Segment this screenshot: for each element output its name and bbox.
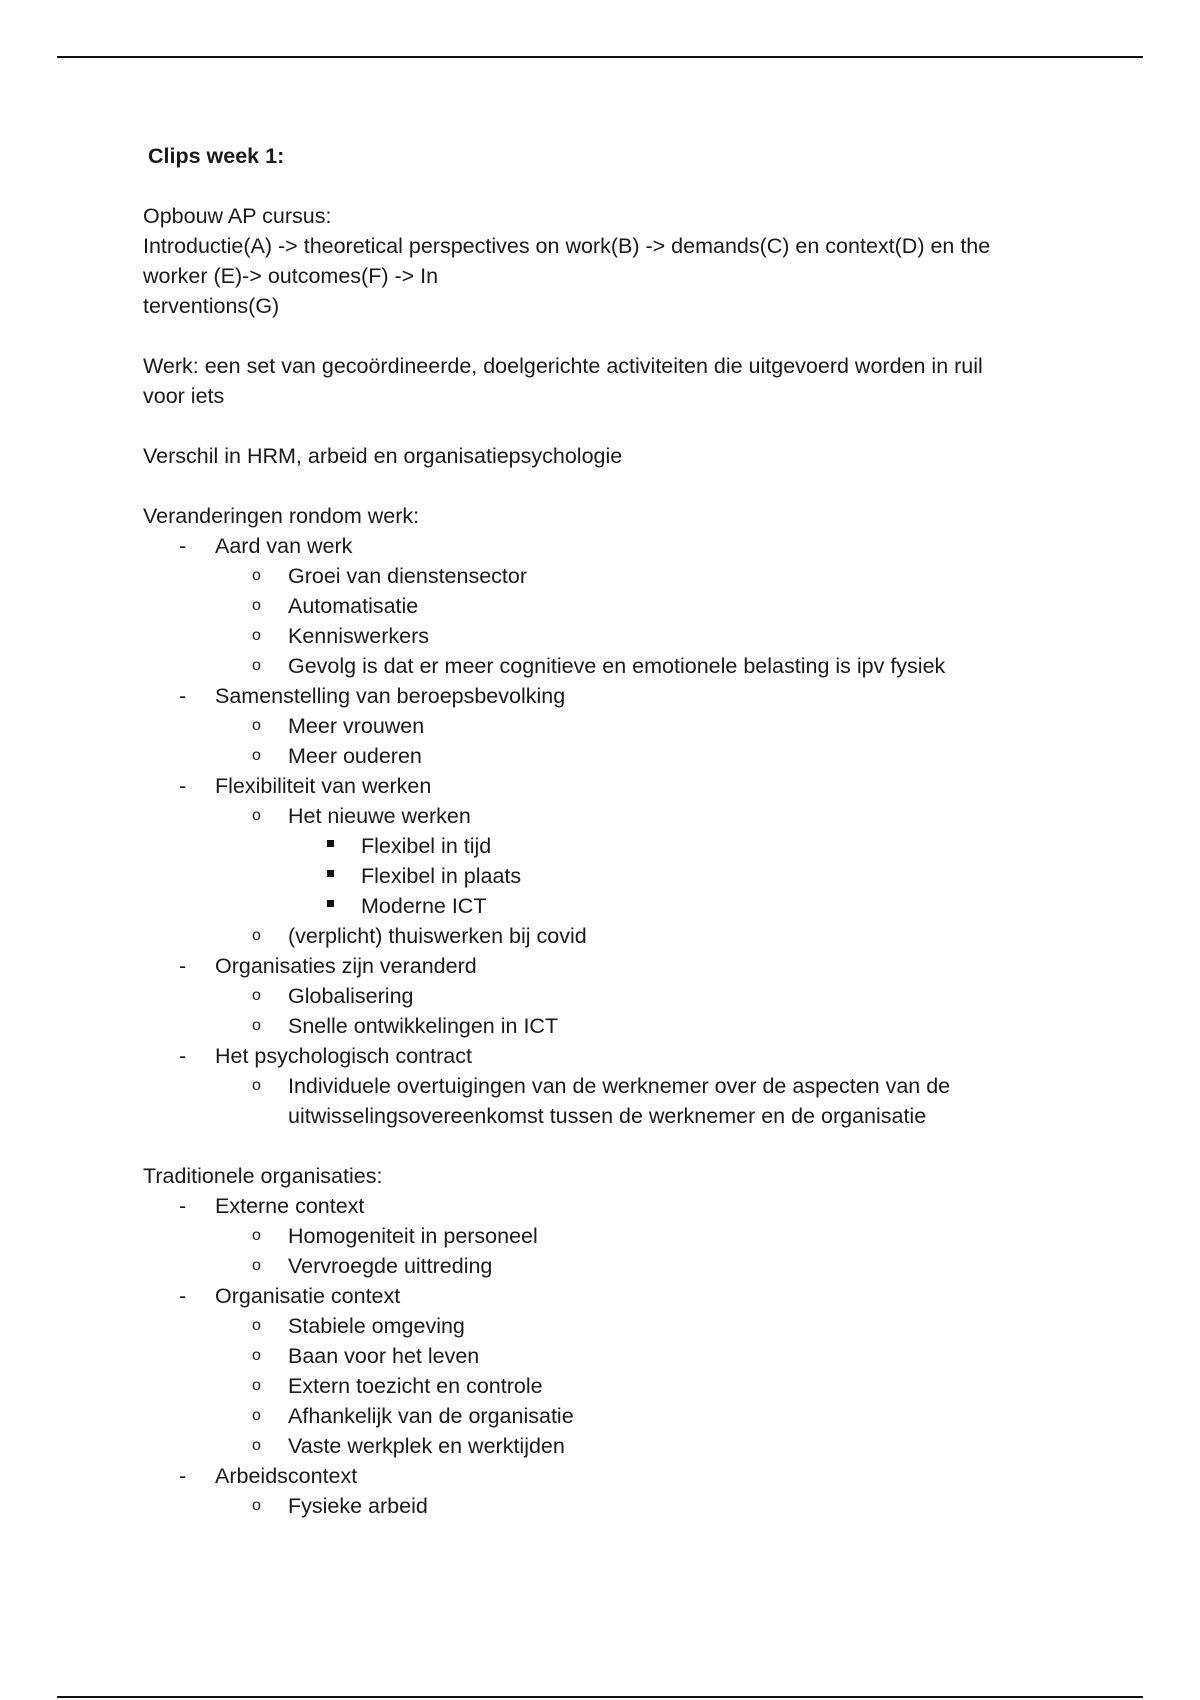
list-item-level2: o Fysieke arbeid: [143, 1491, 1043, 1521]
circle-bullet-icon: o: [252, 597, 261, 614]
list-item-level1: - Aard van werk: [143, 531, 1043, 561]
list-item-level2: o Kenniswerkers: [143, 621, 1043, 651]
square-bullet-icon: [327, 900, 334, 907]
circle-bullet-icon: o: [252, 717, 261, 734]
list-item-level1: - Arbeidscontext: [143, 1461, 1043, 1491]
opbouw-heading: Opbouw AP cursus:: [143, 204, 332, 228]
list-item-level2: o Gevolg is dat er meer cognitieve en emotionele belasting is ipv fysiek: [143, 651, 1043, 681]
list-item-level2: o Extern toezicht en controle: [143, 1371, 1043, 1401]
list-item-level2: o Homogeniteit in personeel: [143, 1221, 1043, 1251]
list-item-level2: o (verplicht) thuiswerken bij covid: [143, 921, 1043, 951]
list-item-level1: - Organisaties zijn veranderd: [143, 951, 1043, 981]
opbouw-line: Introductie(A) -> theoretical perspectives on work(B) -> demands(C) en context(D) en the: [143, 234, 991, 258]
list-item-level3: Flexibel in tijd: [143, 831, 1043, 861]
werk-line: voor iets: [143, 384, 225, 408]
verschil-paragraph: Verschil in HRM, arbeid en organisatiepsychologie: [143, 444, 623, 468]
dash-bullet: -: [179, 1194, 187, 1218]
list-item-level2: o Automatisatie: [143, 591, 1043, 621]
list-item-level2: o Meer vrouwen: [143, 711, 1043, 741]
list-item-level2: o Globalisering: [143, 981, 1043, 1011]
opbouw-line: worker (E)-> outcomes(F) -> In: [143, 264, 439, 288]
dash-bullet: -: [179, 774, 187, 798]
traditionele-section: [143, 1161, 1043, 1521]
circle-bullet-icon: o: [252, 1437, 261, 1454]
list-item-level2: o Groei van dienstensector: [143, 561, 1043, 591]
circle-bullet-icon: o: [252, 567, 261, 584]
list-item-level2: o Stabiele omgeving: [143, 1311, 1043, 1341]
circle-bullet-icon: o: [252, 987, 261, 1004]
traditionele-heading: Traditionele organisaties:: [143, 1164, 383, 1188]
circle-bullet-icon: o: [252, 927, 261, 944]
veranderingen-heading: Veranderingen rondom werk:: [143, 504, 420, 528]
circle-bullet-icon: o: [252, 657, 261, 674]
circle-bullet-icon: o: [252, 1317, 261, 1334]
circle-bullet-icon: o: [252, 807, 261, 824]
dash-bullet: -: [179, 1284, 187, 1308]
list-item-level2: o Baan voor het leven: [143, 1341, 1043, 1371]
list-item-level2: o Individuele overtuigingen van de werknemer over de aspecten van de: [143, 1071, 1043, 1101]
veranderingen-section: [143, 501, 1043, 1131]
list-item-level2: o Snelle ontwikkelingen in ICT: [143, 1011, 1043, 1041]
opbouw-section: [143, 201, 1043, 321]
circle-bullet-icon: o: [252, 1347, 261, 1364]
dash-bullet: -: [179, 954, 187, 978]
document-title: Clips week 1:: [148, 144, 285, 168]
circle-bullet-icon: o: [252, 1227, 261, 1244]
list-item-level1: - Organisatie context: [143, 1281, 1043, 1311]
list-item-level3: Moderne ICT: [143, 891, 1043, 921]
list-item-continuation: uitwisselingsovereenkomst tussen de werknemer en de organisatie: [288, 1104, 927, 1128]
list-item-level2: o Vaste werkplek en werktijden: [143, 1431, 1043, 1461]
document-body: [143, 141, 1043, 1551]
list-item-level2: o Vervroegde uittreding: [143, 1251, 1043, 1281]
square-bullet-icon: [327, 870, 334, 877]
circle-bullet-icon: o: [252, 1497, 261, 1514]
werk-line: Werk: een set van gecoördineerde, doelgerichte activiteiten die uitgevoerd worden in ruil: [143, 354, 983, 378]
list-item-level2: o Afhankelijk van de organisatie: [143, 1401, 1043, 1431]
circle-bullet-icon: o: [252, 1257, 261, 1274]
list-item-level1: - Het psychologisch contract: [143, 1041, 1043, 1071]
dash-bullet: -: [179, 1464, 187, 1488]
list-item-level2: o Het nieuwe werken: [143, 801, 1043, 831]
dash-bullet: -: [179, 534, 187, 558]
square-bullet-icon: [327, 840, 334, 847]
circle-bullet-icon: o: [252, 627, 261, 644]
list-item-level1: - Samenstelling van beroepsbevolking: [143, 681, 1043, 711]
footer-rule: [57, 1696, 1143, 1698]
opbouw-line: terventions(G): [143, 294, 280, 318]
circle-bullet-icon: o: [252, 1017, 261, 1034]
dash-bullet: -: [179, 1044, 187, 1068]
list-item-level3: Flexibel in plaats: [143, 861, 1043, 891]
list-item-level2: o Meer ouderen: [143, 741, 1043, 771]
circle-bullet-icon: o: [252, 747, 261, 764]
circle-bullet-icon: o: [252, 1377, 261, 1394]
header-rule: [57, 56, 1143, 58]
circle-bullet-icon: o: [252, 1407, 261, 1424]
list-item-level1: - Flexibiliteit van werken: [143, 771, 1043, 801]
werk-definition: [143, 351, 1043, 411]
list-item-level1: - Externe context: [143, 1191, 1043, 1221]
dash-bullet: -: [179, 684, 187, 708]
circle-bullet-icon: o: [252, 1077, 261, 1094]
